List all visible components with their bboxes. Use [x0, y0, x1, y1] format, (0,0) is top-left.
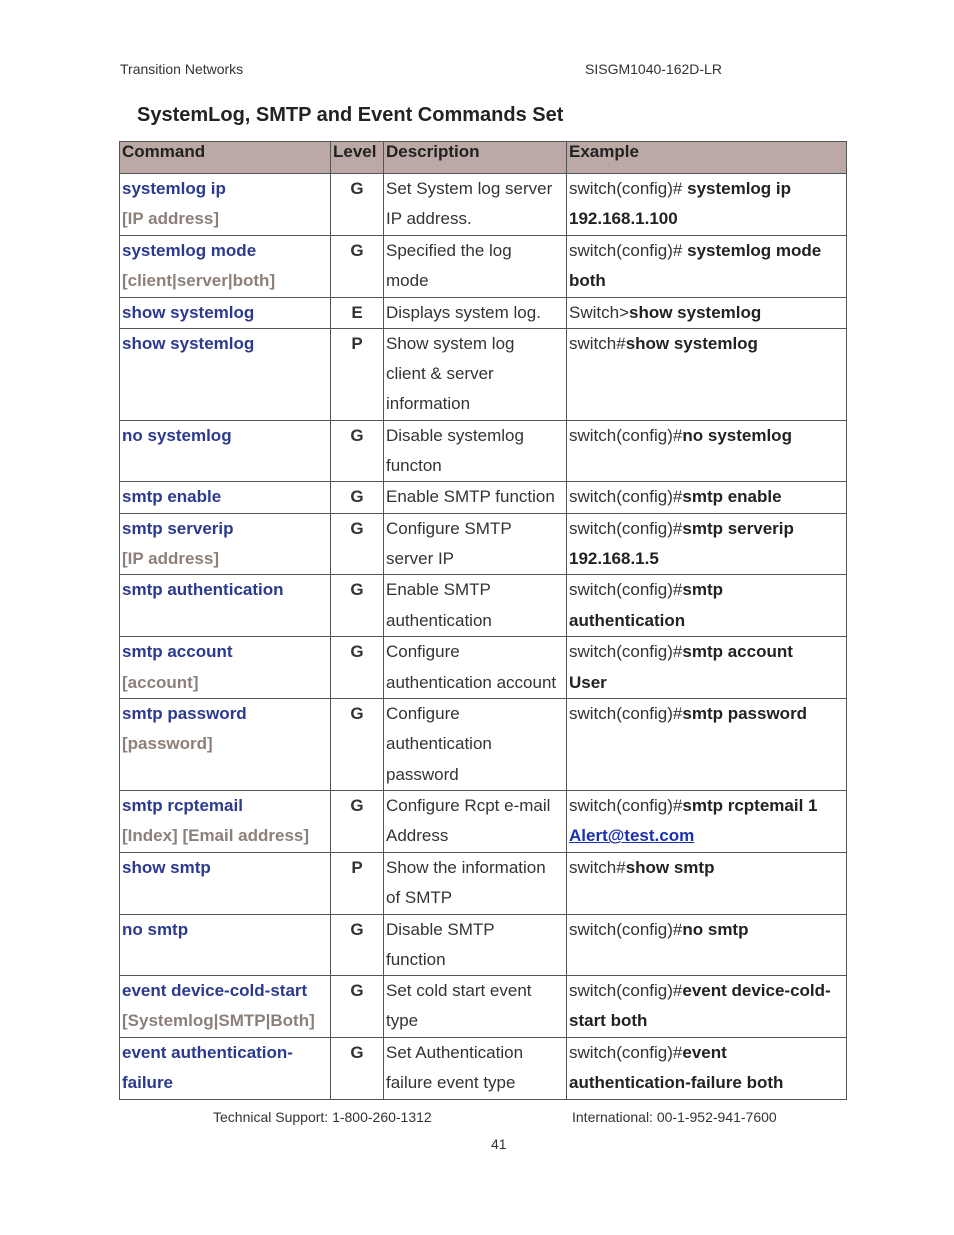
description-line: authentication: [386, 734, 492, 754]
description-cell: [384, 852, 567, 914]
description-line: Show the information: [386, 857, 546, 877]
example-line: [569, 1038, 844, 1068]
table-body: [120, 174, 847, 1100]
command-argument: [client|server|both]: [122, 271, 276, 291]
example-line: [569, 821, 844, 851]
example-line: [569, 236, 844, 266]
command-name: smtp serverip: [122, 518, 234, 538]
description-cell: [384, 482, 567, 513]
example-line: [569, 853, 844, 883]
level-cell: G: [331, 575, 384, 637]
example-command: both: [569, 271, 606, 291]
level-cell: G: [331, 236, 384, 298]
command-name: event authentication-: [122, 1042, 293, 1062]
example-prompt: switch#: [569, 333, 626, 353]
description-cell: [384, 698, 567, 790]
description-line: Configure: [386, 703, 460, 723]
table-row: [120, 420, 847, 482]
description-cell: [384, 236, 567, 298]
description-line: functon: [386, 456, 442, 476]
example-cell: [567, 698, 847, 790]
description-line: type: [386, 1011, 419, 1031]
level-cell: G: [331, 914, 384, 976]
command-argument: [password]: [122, 734, 213, 754]
description-line: password: [386, 764, 459, 784]
example-line: [569, 298, 844, 328]
command-name: event device-cold-start: [122, 981, 308, 1001]
example-line: [569, 915, 844, 945]
example-command: no systemlog: [682, 425, 792, 445]
table-row: [120, 513, 847, 575]
example-cell: [567, 482, 847, 513]
command-name: show smtp: [122, 857, 211, 877]
example-line: [569, 544, 844, 574]
example-prompt: switch(config)#: [569, 795, 683, 815]
command-cell: [120, 482, 331, 513]
command-name-cont: failure: [122, 1073, 174, 1093]
command-cell: [120, 852, 331, 914]
command-argument: [account]: [122, 672, 199, 692]
example-line: [569, 791, 844, 821]
level-cell: G: [331, 420, 384, 482]
table-row: [120, 637, 847, 699]
command-argument: [IP address]: [122, 209, 220, 229]
table-row: [120, 328, 847, 420]
example-command: smtp serverip: [682, 518, 794, 538]
description-cell: [384, 297, 567, 328]
example-prompt: switch(config)#: [569, 1042, 683, 1062]
description-line: failure event type: [386, 1073, 516, 1093]
description-cell: [384, 420, 567, 482]
command-name: systemlog mode: [122, 241, 257, 260]
command-argument: [Systemlog|SMTP|Both]: [122, 1011, 315, 1031]
level-cell: G: [331, 698, 384, 790]
description-line: server IP: [386, 549, 455, 569]
example-prompt: switch(config)#: [569, 518, 683, 538]
footer-international: International: 00-1-952-941-7600: [572, 1109, 777, 1125]
example-cell: [567, 420, 847, 482]
command-cell: [120, 1037, 331, 1099]
example-prompt: switch(config)#: [569, 425, 683, 445]
example-cell: [567, 513, 847, 575]
command-cell: [120, 236, 331, 298]
example-cell: [567, 236, 847, 298]
example-line: [569, 1068, 844, 1098]
example-prompt: switch(config)#: [569, 179, 688, 198]
description-line: authentication account: [386, 672, 557, 692]
example-prompt: switch(config)#: [569, 919, 683, 939]
example-line: [569, 637, 844, 667]
example-line: [569, 575, 844, 605]
example-line: [569, 668, 844, 698]
command-name: smtp rcptemail: [122, 795, 243, 815]
table-row: [120, 698, 847, 790]
command-cell: [120, 328, 331, 420]
level-cell: G: [331, 1037, 384, 1099]
example-command: 192.168.1.100: [569, 209, 678, 229]
command-name: smtp authentication: [122, 580, 284, 600]
example-prompt: switch#: [569, 857, 626, 877]
description-line: function: [386, 949, 446, 969]
command-name: smtp account: [122, 642, 233, 662]
example-prompt: switch(config)#: [569, 487, 683, 507]
example-prompt: switch(config)#: [569, 981, 683, 1001]
example-cell: [567, 637, 847, 699]
description-cell: [384, 790, 567, 852]
command-cell: [120, 914, 331, 976]
description-line: Set System log server: [386, 179, 553, 198]
description-line: Set Authentication: [386, 1042, 524, 1062]
example-cell: [567, 852, 847, 914]
level-cell: G: [331, 482, 384, 513]
description-cell: [384, 914, 567, 976]
col-header-command: Command: [120, 142, 331, 174]
example-cell: [567, 575, 847, 637]
example-command: show systemlog: [625, 333, 758, 353]
example-command: smtp account: [682, 642, 793, 662]
example-prompt: switch(config)#: [569, 241, 688, 260]
header-model: SISGM1040-162D-LR: [585, 61, 722, 77]
table-row: [120, 790, 847, 852]
example-prompt: Switch>: [569, 302, 629, 322]
description-cell: [384, 513, 567, 575]
example-command: event: [682, 1042, 727, 1062]
example-prompt: switch(config)#: [569, 642, 683, 662]
description-line: Disable SMTP: [386, 919, 495, 939]
example-prompt: switch(config)#: [569, 580, 683, 600]
example-line: [569, 606, 844, 636]
level-cell: G: [331, 174, 384, 236]
command-cell: [120, 513, 331, 575]
example-prompt: switch(config)#: [569, 703, 683, 723]
col-header-description: Description: [384, 142, 567, 174]
example-command: smtp password: [682, 703, 808, 723]
level-cell: G: [331, 790, 384, 852]
level-cell: E: [331, 297, 384, 328]
section-title: SystemLog, SMTP and Event Commands Set: [137, 104, 564, 126]
description-line: IP address.: [386, 209, 472, 229]
command-name: smtp enable: [122, 487, 222, 507]
table-row: [120, 976, 847, 1038]
description-line: Set cold start event: [386, 981, 532, 1001]
command-cell: [120, 297, 331, 328]
description-cell: [384, 976, 567, 1038]
example-command: 192.168.1.5: [569, 549, 659, 569]
example-cell: [567, 297, 847, 328]
level-cell: P: [331, 852, 384, 914]
example-command: show systemlog: [629, 302, 762, 322]
col-header-example: Example: [567, 142, 847, 174]
example-line: [569, 421, 844, 451]
command-cell: [120, 976, 331, 1038]
header-company: Transition Networks: [120, 61, 244, 77]
command-cell: [120, 637, 331, 699]
description-line: Enable SMTP function: [386, 487, 555, 507]
example-line: [569, 976, 844, 1006]
command-name: no systemlog: [122, 425, 232, 445]
command-name: show systemlog: [122, 333, 255, 353]
example-cell: [567, 914, 847, 976]
example-cell: [567, 328, 847, 420]
command-argument: [Index] [Email address]: [122, 826, 310, 846]
example-line: [569, 329, 844, 359]
example-command: no smtp: [682, 919, 749, 939]
commands-table: [119, 141, 847, 1100]
command-argument: [IP address]: [122, 549, 220, 569]
command-name: no smtp: [122, 919, 189, 939]
table-row: [120, 914, 847, 976]
example-command: smtp rcptemail 1: [682, 795, 818, 815]
command-cell: [120, 698, 331, 790]
footer-support: Technical Support: 1-800-260-1312: [213, 1109, 432, 1125]
command-cell: [120, 174, 331, 236]
description-line: mode: [386, 271, 429, 291]
level-cell: P: [331, 328, 384, 420]
description-cell: [384, 637, 567, 699]
description-line: Displays system log.: [386, 302, 541, 322]
example-command: User: [569, 672, 607, 692]
col-header-level: Level: [331, 142, 384, 174]
table-row: [120, 297, 847, 328]
example-command: authentication-failure both: [569, 1073, 784, 1093]
example-command: systemlog mode: [687, 241, 822, 260]
example-command: authentication: [569, 610, 686, 630]
description-line: Address: [386, 826, 449, 846]
command-cell: [120, 420, 331, 482]
example-command: start both: [569, 1011, 648, 1031]
description-line: Show system log: [386, 333, 515, 353]
example-command: systemlog ip: [687, 179, 792, 198]
example-command: show smtp: [625, 857, 715, 877]
page-number: 41: [491, 1136, 507, 1152]
example-cell: [567, 174, 847, 236]
description-cell: [384, 1037, 567, 1099]
level-cell: G: [331, 513, 384, 575]
level-cell: G: [331, 976, 384, 1038]
description-line: Configure Rcpt e-mail: [386, 795, 551, 815]
example-line: [569, 514, 844, 544]
description-line: Enable SMTP: [386, 580, 491, 600]
command-cell: [120, 575, 331, 637]
example-line: [569, 699, 844, 729]
description-line: authentication: [386, 610, 492, 630]
example-command: event device-cold-: [682, 981, 831, 1001]
table-row: [120, 174, 847, 236]
example-cell: [567, 790, 847, 852]
table-row: [120, 482, 847, 513]
table-row: [120, 1037, 847, 1099]
table-row: [120, 852, 847, 914]
description-line: Configure: [386, 642, 460, 662]
command-name: systemlog ip: [122, 179, 226, 198]
description-line: of SMTP: [386, 887, 453, 907]
description-cell: [384, 575, 567, 637]
description-line: information: [386, 394, 471, 414]
table-row: [120, 575, 847, 637]
description-line: Configure SMTP: [386, 518, 512, 538]
example-cell: [567, 976, 847, 1038]
example-line: [569, 266, 844, 296]
table-header-row: [120, 142, 847, 174]
description-line: client & server: [386, 364, 494, 384]
example-line: [569, 482, 844, 512]
description-cell: [384, 174, 567, 236]
description-cell: [384, 328, 567, 420]
example-line: [569, 1006, 844, 1036]
example-line: [569, 174, 844, 204]
level-cell: G: [331, 637, 384, 699]
command-name: show systemlog: [122, 302, 255, 322]
example-command: smtp: [682, 580, 723, 600]
example-cell: [567, 1037, 847, 1099]
example-line: [569, 204, 844, 234]
command-name: smtp password: [122, 703, 247, 723]
description-line: Disable systemlog: [386, 425, 524, 445]
command-cell: [120, 790, 331, 852]
email-link[interactable]: Alert@test.com: [569, 826, 695, 846]
example-command: smtp enable: [682, 487, 782, 507]
description-line: Specified the log: [386, 241, 512, 260]
table-row: [120, 236, 847, 298]
